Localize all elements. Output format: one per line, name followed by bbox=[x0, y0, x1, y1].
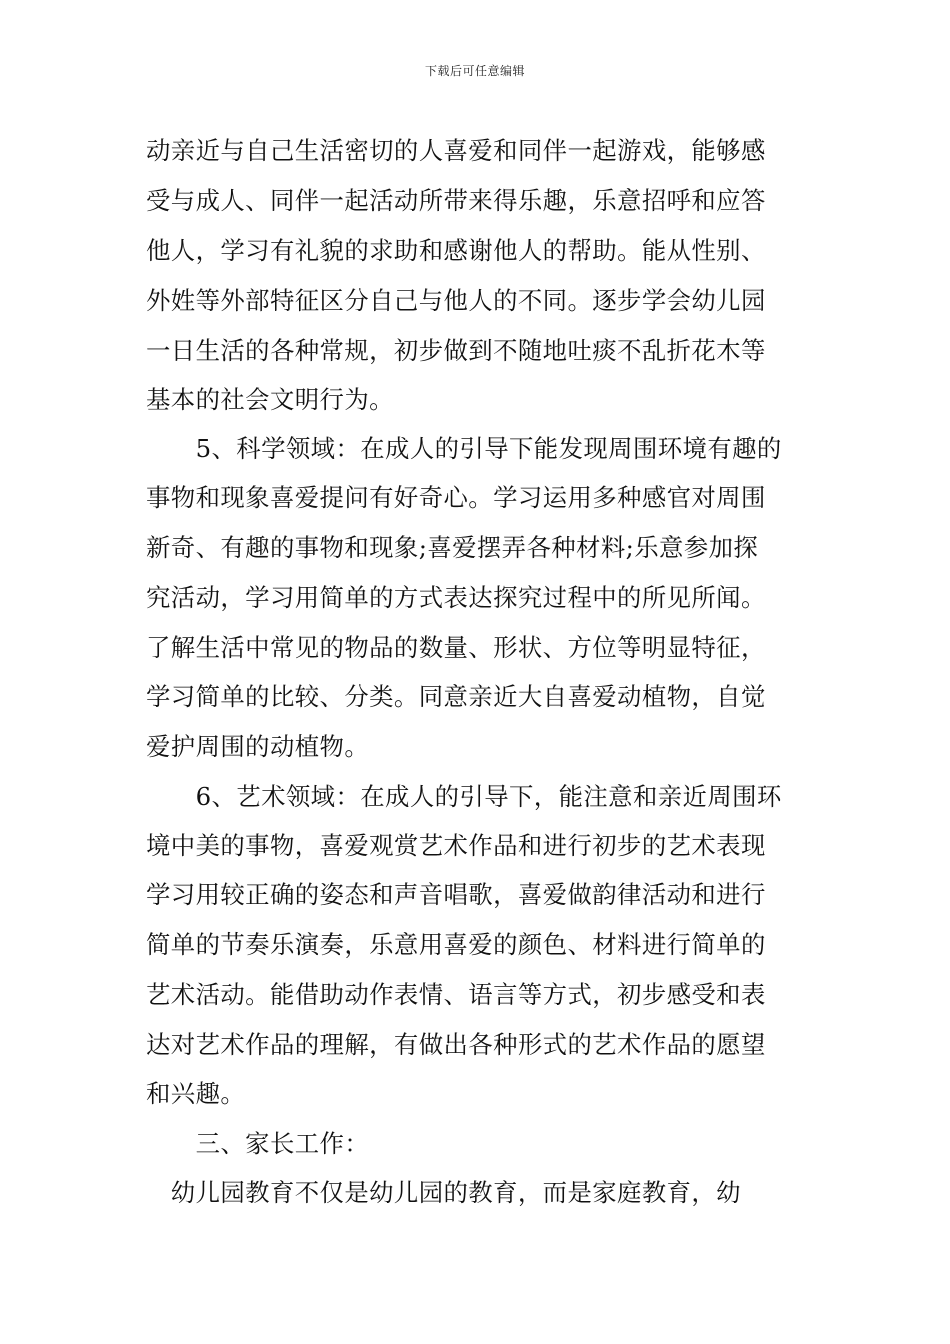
text-line: 和兴趣。 bbox=[146, 1079, 246, 1108]
text-line: 艺术活动。能借助动作表情、语言等方式，初步感受和表 bbox=[146, 980, 766, 1009]
text-line: 受与成人、同伴一起活动所带来得乐趣，乐意招呼和应答 bbox=[146, 186, 766, 215]
text-line: 达对艺术作品的理解，有做出各种形式的艺术作品的愿望 bbox=[146, 1030, 766, 1059]
text-line: 幼儿园教育不仅是幼儿园的教育，而是家庭教育，幼 bbox=[146, 1178, 741, 1207]
text-line: 基本的社会文明行为。 bbox=[146, 385, 394, 414]
text-line: 了解生活中常见的物品的数量、形状、方位等明显特征， bbox=[146, 633, 766, 662]
text-line: 简单的节奏乐演奏，乐意用喜爱的颜色、材料进行简单的 bbox=[146, 930, 766, 959]
text-line: 一日生活的各种常规，初步做到不随地吐痰不乱折花木等 bbox=[146, 336, 766, 365]
page-header: 下载后可任意编辑 bbox=[424, 64, 525, 78]
text-line: 新奇、有趣的事物和现象;喜爱摆弄各种材料;乐意参加探 bbox=[146, 533, 759, 562]
section-heading: 三、家长工作： bbox=[146, 1129, 370, 1158]
text-line: 他人，学习有礼貌的求助和感谢他人的帮助。能从性别、 bbox=[146, 236, 766, 265]
text-line: 5、科学领域：在成人的引导下能发现周围环境有趣的 bbox=[146, 434, 782, 463]
text-line: 学习简单的比较、分类。同意亲近大自喜爱动植物，自觉 bbox=[146, 682, 766, 711]
text-line: 究活动，学习用简单的方式表达探究过程中的所见所闻。 bbox=[146, 583, 766, 612]
text-line: 6、艺术领域：在成人的引导下，能注意和亲近周围环 bbox=[146, 782, 782, 811]
text-line: 学习用较正确的姿态和声音唱歌，喜爱做韵律活动和进行 bbox=[146, 880, 766, 909]
text-line: 爱护周围的动植物。 bbox=[146, 732, 370, 761]
text-line: 事物和现象喜爱提问有好奇心。学习运用多种感官对周围 bbox=[146, 483, 766, 512]
text-line: 境中美的事物，喜爱观赏艺术作品和进行初步的艺术表现 bbox=[146, 831, 766, 860]
text-line: 外姓等外部特征区分自己与他人的不同。逐步学会幼儿园 bbox=[146, 286, 766, 315]
text-line: 动亲近与自己生活密切的人喜爱和同伴一起游戏，能够感 bbox=[146, 136, 766, 165]
